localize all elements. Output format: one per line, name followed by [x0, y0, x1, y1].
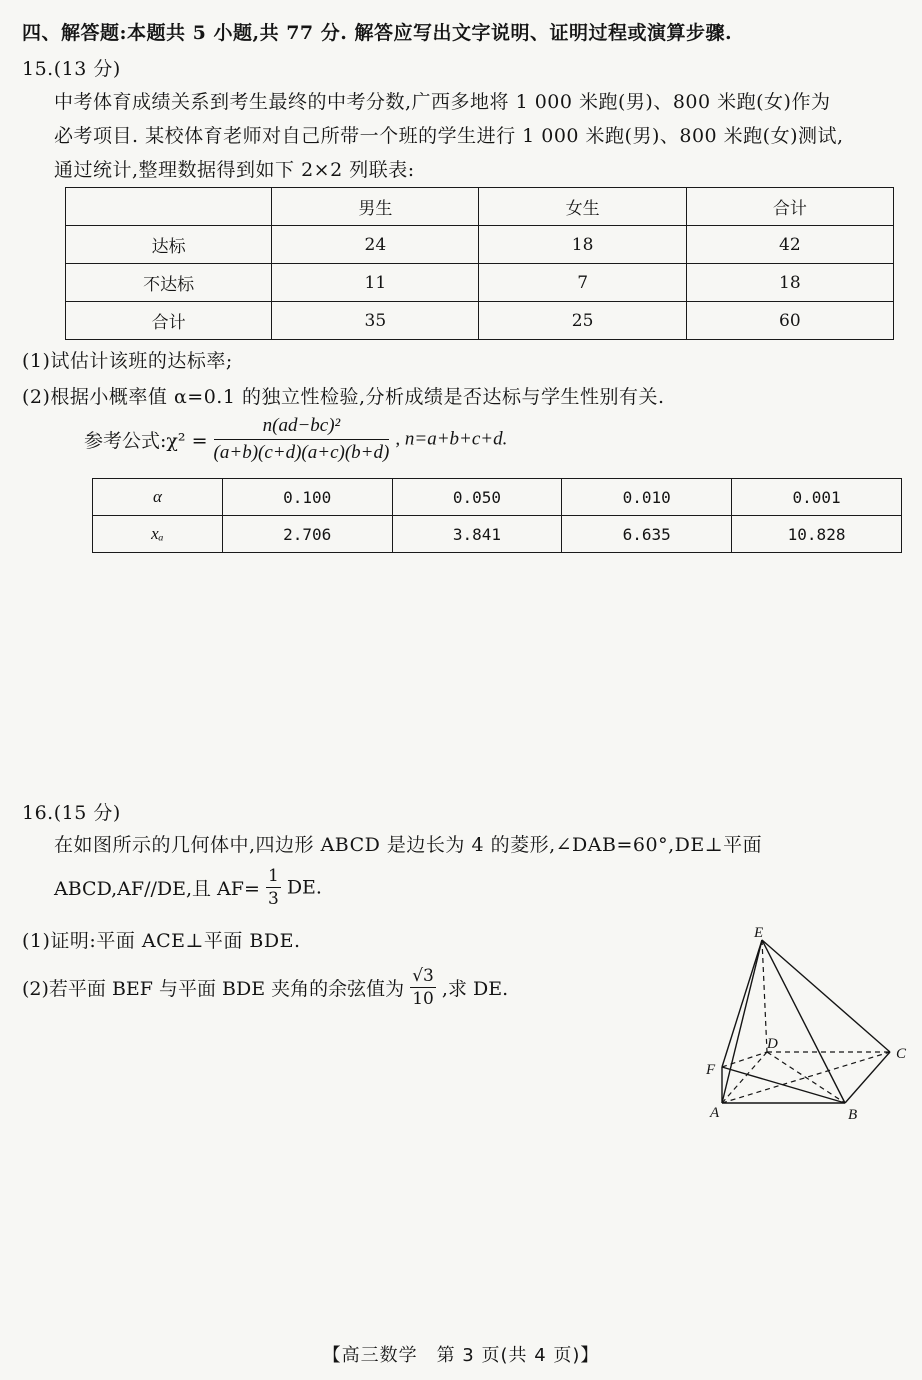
formula-numerator: n(ad−bc)²	[214, 414, 390, 440]
formula-denominator: (a+b)(c+d)(a+c)(b+d)	[213, 442, 390, 463]
table-cell: 7	[479, 264, 686, 302]
fraction-numerator: 1	[267, 866, 279, 886]
table-row	[66, 226, 894, 264]
table-cell: 18	[479, 226, 686, 264]
table-header-cell: 男生	[272, 188, 479, 226]
edge-EC	[762, 940, 890, 1052]
q16-number: 16.(15 分)	[22, 802, 121, 824]
q16-stem-line2-post: DE.	[286, 876, 322, 899]
label-F: F	[706, 1062, 716, 1078]
formula-fraction	[214, 414, 390, 465]
critical-value-table	[92, 478, 902, 553]
table-cell: 达标	[66, 226, 272, 264]
table-cell: 35	[272, 302, 479, 340]
table-cell: 0.100	[222, 479, 392, 516]
table-row	[93, 516, 902, 553]
table-cell: 11	[272, 264, 479, 302]
q16-stem-line2-pre: ABCD,AF//DE,且 AF=	[54, 878, 260, 900]
section-title: 四、解答题:本题共 5 小题,共 77 分. 解答应写出文字说明、证明过程或演算步骤.	[22, 22, 733, 44]
table-cell: 不达标	[66, 264, 272, 302]
q16-part2	[22, 966, 508, 1009]
cosine-fraction	[410, 966, 436, 1009]
table-cell: 10.828	[732, 516, 902, 553]
table-cell: 合计	[66, 302, 272, 340]
contingency-table	[65, 187, 894, 340]
label-D: D	[767, 1036, 778, 1052]
table-cell: 0.050	[392, 479, 562, 516]
q15-part1: (1)试估计该班的达标率;	[22, 350, 233, 372]
formula-tail: , n=a+b+c+d.	[395, 428, 508, 450]
q16-stem-line1: 在如图所示的几何体中,四边形 ABCD 是边长为 4 的菱形,∠DAB=60°,DE⊥平面	[54, 834, 763, 856]
table-cell: 25	[479, 302, 686, 340]
table-cell: 24	[272, 226, 479, 264]
table-cell: 0.001	[732, 479, 902, 516]
q15-number: 15.(13 分)	[22, 58, 121, 80]
fraction-denominator: 10	[412, 989, 434, 1009]
alpha-label: α	[93, 479, 223, 516]
table-cell: 2.706	[222, 516, 392, 553]
label-B: B	[848, 1107, 858, 1123]
edge-BC	[845, 1052, 890, 1103]
table-header-cell: 女生	[479, 188, 686, 226]
label-A: A	[710, 1105, 720, 1121]
table-cell: 3.841	[392, 516, 562, 553]
table-row	[93, 479, 902, 516]
q16-part2-pre: (2)若平面 BEF 与平面 BDE 夹角的余弦值为	[22, 978, 405, 1000]
table-cell: 6.635	[562, 516, 732, 553]
q15-part2: (2)根据小概率值 α=0.1 的独立性检验,分析成绩是否达标与学生性别有关.	[22, 386, 665, 408]
table-cell: 18	[686, 264, 893, 302]
table-cell: 42	[686, 226, 893, 264]
page-footer: 【高三数学 第 3 页(共 4 页)】	[322, 1345, 600, 1366]
table-header-cell: 合计	[686, 188, 893, 226]
q16-stem-line2	[54, 866, 322, 909]
x-alpha-label: xₐ	[93, 516, 223, 553]
fraction-numerator: √3	[412, 966, 434, 986]
edge-DB-hidden	[767, 1052, 845, 1103]
q15-stem-line3: 通过统计,整理数据得到如下 2×2 列联表:	[54, 159, 415, 181]
one-third-fraction	[266, 866, 281, 909]
formula-label: 参考公式:χ² =	[84, 430, 208, 452]
table-header-cell	[66, 188, 272, 226]
q15-stem-line1: 中考体育成绩关系到考生最终的中考分数,广西多地将 1 000 米跑(男)、800 米跑(女)作为	[54, 91, 831, 113]
table-cell: 0.010	[562, 479, 732, 516]
table-cell: 60	[686, 302, 893, 340]
edge-EF	[722, 940, 762, 1067]
chi-square-formula	[84, 414, 507, 465]
fraction-denominator: 3	[267, 889, 279, 909]
q16-part1: (1)证明:平面 ACE⊥平面 BDE.	[22, 930, 301, 952]
edge-EA	[722, 940, 762, 1103]
table-row	[66, 264, 894, 302]
table-row	[66, 302, 894, 340]
q15-stem-line2: 必考项目. 某校体育老师对自己所带一个班的学生进行 1 000 米跑(男)、800 米跑(女)测试,	[54, 125, 844, 147]
q16-part2-post: ,求 DE.	[441, 978, 509, 1000]
geometry-figure	[690, 918, 920, 1128]
label-C: C	[896, 1046, 907, 1062]
label-E: E	[754, 925, 764, 941]
table-header-row	[66, 188, 894, 226]
